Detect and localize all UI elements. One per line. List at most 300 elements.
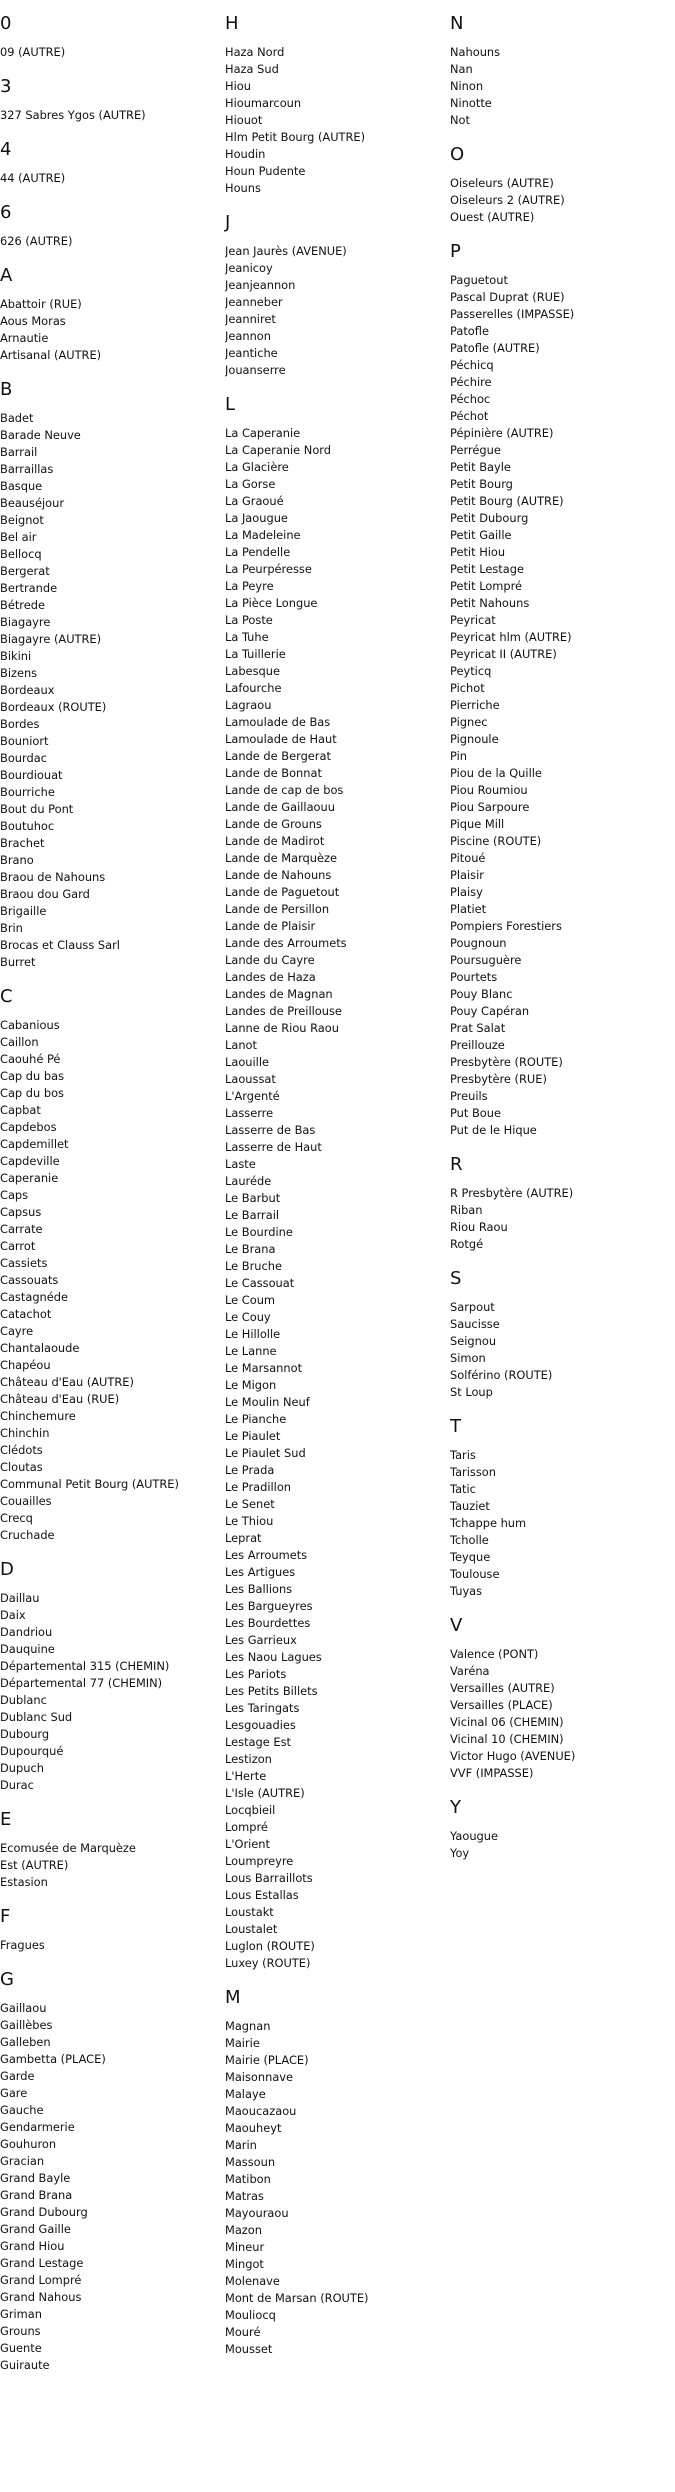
- street-link[interactable]: Gracian: [0, 2154, 45, 2168]
- street-link[interactable]: Gare: [0, 2086, 28, 2100]
- street-link[interactable]: Luglon (ROUTE): [225, 1939, 315, 1953]
- street-link[interactable]: Lous Estallas: [225, 1888, 299, 1902]
- street-link[interactable]: 09 (AUTRE): [0, 45, 66, 59]
- street-link[interactable]: Petit Hiou: [450, 545, 506, 559]
- street-link[interactable]: Petit Bourg: [450, 477, 513, 491]
- street-link[interactable]: Gouhuron: [0, 2137, 57, 2151]
- street-link[interactable]: Loustakt: [225, 1905, 274, 1919]
- street-link[interactable]: Le Hillolle: [225, 1327, 281, 1341]
- street-link[interactable]: Fragues: [0, 1938, 45, 1952]
- street-link[interactable]: Chantalaoude: [0, 1341, 80, 1355]
- street-link[interactable]: Artisanal (AUTRE): [0, 348, 102, 362]
- street-link[interactable]: Riban: [450, 1203, 483, 1217]
- street-link[interactable]: Dupourqué: [0, 1744, 64, 1758]
- street-link[interactable]: Lestizon: [225, 1752, 272, 1766]
- street-link[interactable]: Boutuhoc: [0, 819, 55, 833]
- street-link[interactable]: Landes de Haza: [225, 970, 316, 984]
- street-link[interactable]: Put Boue: [450, 1106, 501, 1120]
- street-link[interactable]: Le Piaulet Sud: [225, 1446, 306, 1460]
- street-link[interactable]: Brocas et Clauss Sarl: [0, 938, 120, 952]
- street-link[interactable]: Tarisson: [450, 1465, 496, 1479]
- street-link[interactable]: Capsus: [0, 1205, 42, 1219]
- street-link[interactable]: La Caperanie Nord: [225, 443, 331, 457]
- street-link[interactable]: Mayouraou: [225, 2206, 289, 2220]
- street-link[interactable]: Le Couy: [225, 1310, 271, 1324]
- street-link[interactable]: Simon: [450, 1351, 486, 1365]
- street-link[interactable]: Le Moulin Neuf: [225, 1395, 310, 1409]
- street-link[interactable]: Lande de Nahouns: [225, 868, 332, 882]
- street-link[interactable]: Le Bourdine: [225, 1225, 293, 1239]
- street-link[interactable]: Lande de Bonnat: [225, 766, 322, 780]
- street-link[interactable]: La Pièce Longue: [225, 596, 318, 610]
- street-link[interactable]: Maisonnave: [225, 2070, 294, 2084]
- street-link[interactable]: Tcholle: [450, 1533, 489, 1547]
- street-link[interactable]: Grand Brana: [0, 2188, 73, 2202]
- street-link[interactable]: Pitoué: [450, 851, 486, 865]
- street-link[interactable]: Prat Salat: [450, 1021, 506, 1035]
- street-link[interactable]: Château d'Eau (AUTRE): [0, 1375, 134, 1389]
- street-link[interactable]: La Tuillerie: [225, 647, 286, 661]
- street-link[interactable]: R Presbytère (AUTRE): [450, 1186, 574, 1200]
- street-link[interactable]: Oiseleurs 2 (AUTRE): [450, 193, 565, 207]
- street-link[interactable]: Mairie (PLACE): [225, 2053, 309, 2067]
- street-link[interactable]: Haza Sud: [225, 62, 279, 76]
- street-link[interactable]: Laste: [225, 1157, 256, 1171]
- street-link[interactable]: Piou Roumiou: [450, 783, 528, 797]
- street-link[interactable]: Massoun: [225, 2155, 276, 2169]
- street-link[interactable]: St Loup: [450, 1385, 493, 1399]
- street-link[interactable]: Cabanious: [0, 1018, 60, 1032]
- street-link[interactable]: Mairie: [225, 2036, 260, 2050]
- street-link[interactable]: Bourriche: [0, 785, 55, 799]
- street-link[interactable]: Landes de Magnan: [225, 987, 333, 1001]
- street-link[interactable]: Guente: [0, 2341, 42, 2355]
- street-link[interactable]: Crecq: [0, 1511, 33, 1525]
- street-link[interactable]: Valence (PONT): [450, 1647, 539, 1661]
- street-link[interactable]: Matras: [225, 2189, 264, 2203]
- street-link[interactable]: Communal Petit Bourg (AUTRE): [0, 1477, 179, 1491]
- street-link[interactable]: Le Pradillon: [225, 1480, 292, 1494]
- street-link[interactable]: Bourdiouat: [0, 768, 63, 782]
- street-link[interactable]: Landes de Preillouse: [225, 1004, 342, 1018]
- street-link[interactable]: Lompré: [225, 1820, 268, 1834]
- street-link[interactable]: Lasserre de Haut: [225, 1140, 322, 1154]
- street-link[interactable]: Les Naou Lagues: [225, 1650, 322, 1664]
- street-link[interactable]: Lande de Paguetout: [225, 885, 340, 899]
- street-link[interactable]: Le Brana: [225, 1242, 276, 1256]
- street-link[interactable]: Paguetout: [450, 273, 508, 287]
- street-link[interactable]: Bel air: [0, 530, 37, 544]
- street-link[interactable]: La Jaougue: [225, 511, 288, 525]
- street-link[interactable]: Cassiets: [0, 1256, 48, 1270]
- street-link[interactable]: Les Bourdettes: [225, 1616, 311, 1630]
- street-link[interactable]: Molenave: [225, 2274, 280, 2288]
- street-link[interactable]: Bikini: [0, 649, 32, 663]
- street-link[interactable]: Brachet: [0, 836, 45, 850]
- street-link[interactable]: Pignec: [450, 715, 488, 729]
- street-link[interactable]: Les Arroumets: [225, 1548, 308, 1562]
- street-link[interactable]: Lande de Bergerat: [225, 749, 331, 763]
- street-link[interactable]: Haza Nord: [225, 45, 285, 59]
- street-link[interactable]: Bout du Pont: [0, 802, 74, 816]
- street-link[interactable]: Lande de cap de bos: [225, 783, 344, 797]
- street-link[interactable]: Nahouns: [450, 45, 501, 59]
- street-link[interactable]: Hioumarcoun: [225, 96, 302, 110]
- street-link[interactable]: Estasion: [0, 1875, 48, 1889]
- street-link[interactable]: Presbytère (ROUTE): [450, 1055, 563, 1069]
- street-link[interactable]: Maoucazaou: [225, 2104, 297, 2118]
- street-link[interactable]: Lestage Est: [225, 1735, 291, 1749]
- street-link[interactable]: Pascal Duprat (RUE): [450, 290, 565, 304]
- street-link[interactable]: L'Isle (AUTRE): [225, 1786, 305, 1800]
- street-link[interactable]: Lafourche: [225, 681, 282, 695]
- street-link[interactable]: La Pendelle: [225, 545, 291, 559]
- street-link[interactable]: Grand Bayle: [0, 2171, 71, 2185]
- street-link[interactable]: Tchappe hum: [450, 1516, 527, 1530]
- street-link[interactable]: Labesque: [225, 664, 280, 678]
- street-link[interactable]: Lande des Arroumets: [225, 936, 347, 950]
- street-link[interactable]: Le Lanne: [225, 1344, 277, 1358]
- street-link[interactable]: Capbat: [0, 1103, 41, 1117]
- street-link[interactable]: Gaillaou: [0, 2001, 47, 2015]
- street-link[interactable]: Bertrande: [0, 581, 58, 595]
- street-link[interactable]: Poursuguère: [450, 953, 522, 967]
- street-link[interactable]: Hiou: [225, 79, 251, 93]
- street-link[interactable]: Mousset: [225, 2342, 273, 2356]
- street-link[interactable]: Grouns: [0, 2324, 41, 2338]
- street-link[interactable]: Preuils: [450, 1089, 488, 1103]
- street-link[interactable]: Mont de Marsan (ROUTE): [225, 2291, 369, 2305]
- street-link[interactable]: Locqbieil: [225, 1803, 276, 1817]
- street-link[interactable]: Castagnéde: [0, 1290, 69, 1304]
- street-link[interactable]: Oiseleurs (AUTRE): [450, 176, 554, 190]
- street-link[interactable]: Put de le Hique: [450, 1123, 537, 1137]
- street-link[interactable]: Le Prada: [225, 1463, 275, 1477]
- street-link[interactable]: Caps: [0, 1188, 29, 1202]
- street-link[interactable]: Mineur: [225, 2240, 265, 2254]
- street-link[interactable]: Jouanserre: [225, 363, 286, 377]
- street-link[interactable]: Bourdac: [0, 751, 47, 765]
- street-link[interactable]: La Glacière: [225, 460, 289, 474]
- street-link[interactable]: Petit Nahouns: [450, 596, 530, 610]
- street-link[interactable]: Daix: [0, 1608, 26, 1622]
- street-link[interactable]: Cloutas: [0, 1460, 43, 1474]
- street-link[interactable]: Chapéou: [0, 1358, 51, 1372]
- street-link[interactable]: 44 (AUTRE): [0, 171, 66, 185]
- street-link[interactable]: Cayre: [0, 1324, 34, 1338]
- street-link[interactable]: Dupuch: [0, 1761, 44, 1775]
- street-link[interactable]: Couailles: [0, 1494, 52, 1508]
- street-link[interactable]: Chinchin: [0, 1426, 50, 1440]
- street-link[interactable]: Not: [450, 113, 470, 127]
- street-link[interactable]: Petit Bourg (AUTRE): [450, 494, 564, 508]
- street-link[interactable]: Braou dou Gard: [0, 887, 90, 901]
- street-link[interactable]: Piscine (ROUTE): [450, 834, 542, 848]
- street-link[interactable]: Pouy Capéran: [450, 1004, 530, 1018]
- street-link[interactable]: Ninon: [450, 79, 484, 93]
- street-link[interactable]: Lande de Gaillaouu: [225, 800, 335, 814]
- street-link[interactable]: Dandriou: [0, 1625, 53, 1639]
- street-link[interactable]: Basque: [0, 479, 43, 493]
- street-link[interactable]: Cap du bos: [0, 1086, 64, 1100]
- street-link[interactable]: Les Taringats: [225, 1701, 300, 1715]
- street-link[interactable]: Loumpreyre: [225, 1854, 294, 1868]
- street-link[interactable]: Hlm Petit Bourg (AUTRE): [225, 130, 366, 144]
- street-link[interactable]: Gambetta (PLACE): [0, 2052, 106, 2066]
- street-link[interactable]: Départemental 77 (CHEMIN): [0, 1676, 163, 1690]
- street-link[interactable]: Peyricat hlm (AUTRE): [450, 630, 572, 644]
- street-link[interactable]: Brigaille: [0, 904, 47, 918]
- street-link[interactable]: Les Petits Billets: [225, 1684, 318, 1698]
- street-link[interactable]: Ouest (AUTRE): [450, 210, 535, 224]
- street-link[interactable]: Griman: [0, 2307, 42, 2321]
- street-link[interactable]: Toulouse: [450, 1567, 500, 1581]
- street-link[interactable]: Daillau: [0, 1591, 40, 1605]
- street-link[interactable]: Durac: [0, 1778, 34, 1792]
- street-link[interactable]: Vicinal 06 (CHEMIN): [450, 1715, 564, 1729]
- street-link[interactable]: Le Thiou: [225, 1514, 274, 1528]
- street-link[interactable]: Solférino (ROUTE): [450, 1368, 553, 1382]
- street-link[interactable]: Pin: [450, 749, 468, 763]
- street-link[interactable]: Mouliocq: [225, 2308, 276, 2322]
- street-link[interactable]: Matibon: [225, 2172, 271, 2186]
- street-link[interactable]: Bordeaux (ROUTE): [0, 700, 107, 714]
- street-link[interactable]: Tauziet: [450, 1499, 490, 1513]
- street-link[interactable]: Patofle: [450, 324, 489, 338]
- street-link[interactable]: Garde: [0, 2069, 35, 2083]
- street-link[interactable]: Grand Lestage: [0, 2256, 84, 2270]
- street-link[interactable]: Peyricat II (AUTRE): [450, 647, 557, 661]
- street-link[interactable]: Péchire: [450, 375, 492, 389]
- street-link[interactable]: Aous Moras: [0, 314, 66, 328]
- street-link[interactable]: Pougnoun: [450, 936, 507, 950]
- street-link[interactable]: Pépinière (AUTRE): [450, 426, 554, 440]
- street-link[interactable]: Le Migon: [225, 1378, 277, 1392]
- street-link[interactable]: Versailles (AUTRE): [450, 1681, 555, 1695]
- street-link[interactable]: Caperanie: [0, 1171, 59, 1185]
- street-link[interactable]: Patofle (AUTRE): [450, 341, 540, 355]
- street-link[interactable]: Capdeville: [0, 1154, 60, 1168]
- street-link[interactable]: VVF (IMPASSE): [450, 1766, 534, 1780]
- street-link[interactable]: Est (AUTRE): [0, 1858, 69, 1872]
- street-link[interactable]: Lagraou: [225, 698, 272, 712]
- street-link[interactable]: Preillouze: [450, 1038, 505, 1052]
- street-link[interactable]: La Poste: [225, 613, 273, 627]
- street-link[interactable]: Passerelles (IMPASSE): [450, 307, 575, 321]
- street-link[interactable]: Péchoc: [450, 392, 491, 406]
- street-link[interactable]: Maouheyt: [225, 2121, 282, 2135]
- street-link[interactable]: Lande de Plaisir: [225, 919, 316, 933]
- street-link[interactable]: Les Bargueyres: [225, 1599, 313, 1613]
- street-link[interactable]: Jeantiche: [225, 346, 278, 360]
- street-link[interactable]: Seignou: [450, 1334, 497, 1348]
- street-link[interactable]: Tuyas: [450, 1584, 483, 1598]
- street-link[interactable]: Grand Hiou: [0, 2239, 65, 2253]
- street-link[interactable]: Le Cassouat: [225, 1276, 295, 1290]
- street-link[interactable]: Lande de Grouns: [225, 817, 322, 831]
- street-link[interactable]: Caillon: [0, 1035, 39, 1049]
- street-link[interactable]: Cruchade: [0, 1528, 55, 1542]
- street-link[interactable]: Le Barbut: [225, 1191, 281, 1205]
- street-link[interactable]: Bordes: [0, 717, 40, 731]
- street-link[interactable]: Pignoule: [450, 732, 499, 746]
- street-link[interactable]: Capdemillet: [0, 1137, 69, 1151]
- street-link[interactable]: Clédots: [0, 1443, 43, 1457]
- street-link[interactable]: Petit Dubourg: [450, 511, 529, 525]
- street-link[interactable]: Gaillèbes: [0, 2018, 53, 2032]
- street-link[interactable]: Capdebos: [0, 1120, 57, 1134]
- street-link[interactable]: Varéna: [450, 1664, 490, 1678]
- street-link[interactable]: Victor Hugo (AVENUE): [450, 1749, 576, 1763]
- street-link[interactable]: Péchicq: [450, 358, 494, 372]
- street-link[interactable]: Le Bruche: [225, 1259, 282, 1273]
- street-link[interactable]: Pierriche: [450, 698, 500, 712]
- street-link[interactable]: La Peyre: [225, 579, 274, 593]
- street-link[interactable]: Presbytère (RUE): [450, 1072, 547, 1086]
- street-link[interactable]: Magnan: [225, 2019, 271, 2033]
- street-link[interactable]: Le Marsannot: [225, 1361, 303, 1375]
- street-link[interactable]: Catachot: [0, 1307, 52, 1321]
- street-link[interactable]: Péchot: [450, 409, 489, 423]
- street-link[interactable]: Versailles (PLACE): [450, 1698, 553, 1712]
- street-link[interactable]: Braou de Nahouns: [0, 870, 106, 884]
- street-link[interactable]: Platiet: [450, 902, 487, 916]
- street-link[interactable]: Grand Dubourg: [0, 2205, 88, 2219]
- street-link[interactable]: Guiraute: [0, 2358, 50, 2372]
- street-link[interactable]: Ninotte: [450, 96, 492, 110]
- street-link[interactable]: Jeanniret: [225, 312, 276, 326]
- street-link[interactable]: Hiouot: [225, 113, 263, 127]
- street-link[interactable]: Lanot: [225, 1038, 257, 1052]
- street-link[interactable]: La Peurpéresse: [225, 562, 312, 576]
- street-link[interactable]: Lande de Persillon: [225, 902, 330, 916]
- street-link[interactable]: Chinchemure: [0, 1409, 76, 1423]
- street-link[interactable]: Brano: [0, 853, 34, 867]
- street-link[interactable]: Lous Barraillots: [225, 1871, 313, 1885]
- street-link[interactable]: Petit Gaille: [450, 528, 512, 542]
- street-link[interactable]: Le Coum: [225, 1293, 276, 1307]
- street-link[interactable]: Petit Lestage: [450, 562, 524, 576]
- street-link[interactable]: Burret: [0, 955, 36, 969]
- street-link[interactable]: Jeannon: [225, 329, 271, 343]
- street-link[interactable]: Laoussat: [225, 1072, 276, 1086]
- street-link[interactable]: Château d'Eau (RUE): [0, 1392, 120, 1406]
- street-link[interactable]: Lande du Cayre: [225, 953, 315, 967]
- street-link[interactable]: Luxey (ROUTE): [225, 1956, 311, 1970]
- street-link[interactable]: Cassouats: [0, 1273, 59, 1287]
- street-link[interactable]: Biagayre (AUTRE): [0, 632, 102, 646]
- street-link[interactable]: Petit Lompré: [450, 579, 523, 593]
- street-link[interactable]: L'Argenté: [225, 1089, 280, 1103]
- street-link[interactable]: Mingot: [225, 2257, 264, 2271]
- street-link[interactable]: Lasserre: [225, 1106, 274, 1120]
- street-link[interactable]: Ecomusée de Marquèze: [0, 1841, 136, 1855]
- street-link[interactable]: L'Herte: [225, 1769, 267, 1783]
- street-link[interactable]: Bellocq: [0, 547, 42, 561]
- street-link[interactable]: Bouniort: [0, 734, 49, 748]
- street-link[interactable]: Teyque: [450, 1550, 491, 1564]
- street-link[interactable]: Nan: [450, 62, 473, 76]
- street-link[interactable]: Petit Bayle: [450, 460, 511, 474]
- street-link[interactable]: Peyricat: [450, 613, 496, 627]
- street-link[interactable]: Houn Pudente: [225, 164, 306, 178]
- street-link[interactable]: Le Senet: [225, 1497, 275, 1511]
- street-link[interactable]: Bétrede: [0, 598, 45, 612]
- street-link[interactable]: 626 (AUTRE): [0, 234, 73, 248]
- street-link[interactable]: La Tuhe: [225, 630, 269, 644]
- street-link[interactable]: Houdin: [225, 147, 266, 161]
- street-link[interactable]: Badet: [0, 411, 34, 425]
- street-link[interactable]: Pique Mill: [450, 817, 505, 831]
- street-link[interactable]: Saucisse: [450, 1317, 500, 1331]
- street-link[interactable]: La Graoué: [225, 494, 284, 508]
- street-link[interactable]: 327 Sabres Ygos (AUTRE): [0, 108, 146, 122]
- street-link[interactable]: Galleben: [0, 2035, 51, 2049]
- street-link[interactable]: Jean Jaurès (AVENUE): [225, 244, 347, 258]
- street-link[interactable]: Jeanneber: [225, 295, 283, 309]
- street-link[interactable]: Jeanicoy: [225, 261, 273, 275]
- street-link[interactable]: Dauquine: [0, 1642, 55, 1656]
- street-link[interactable]: Dubourg: [0, 1727, 50, 1741]
- street-link[interactable]: Lauréde: [225, 1174, 272, 1188]
- street-link[interactable]: Laouille: [225, 1055, 270, 1069]
- street-link[interactable]: Gendarmerie: [0, 2120, 75, 2134]
- street-link[interactable]: Bergerat: [0, 564, 50, 578]
- street-link[interactable]: Le Pianche: [225, 1412, 287, 1426]
- street-link[interactable]: Mouré: [225, 2325, 261, 2339]
- street-link[interactable]: Le Barrail: [225, 1208, 280, 1222]
- street-link[interactable]: Barade Neuve: [0, 428, 81, 442]
- street-link[interactable]: Vicinal 10 (CHEMIN): [450, 1732, 564, 1746]
- street-link[interactable]: Perrégue: [450, 443, 501, 457]
- street-link[interactable]: Pichot: [450, 681, 485, 695]
- street-link[interactable]: Carrate: [0, 1222, 43, 1236]
- street-link[interactable]: Les Pariots: [225, 1667, 287, 1681]
- street-link[interactable]: Piou Sarpoure: [450, 800, 530, 814]
- street-link[interactable]: L'Orient: [225, 1837, 270, 1851]
- street-link[interactable]: Pompiers Forestiers: [450, 919, 562, 933]
- street-link[interactable]: Départemental 315 (CHEMIN): [0, 1659, 170, 1673]
- street-link[interactable]: Houns: [225, 181, 261, 195]
- street-link[interactable]: Beignot: [0, 513, 44, 527]
- street-link[interactable]: Lanne de Riou Raou: [225, 1021, 339, 1035]
- street-link[interactable]: Peyticq: [450, 664, 492, 678]
- street-link[interactable]: Grand Lompré: [0, 2273, 82, 2287]
- street-link[interactable]: La Caperanie: [225, 426, 301, 440]
- street-link[interactable]: Pourtets: [450, 970, 498, 984]
- street-link[interactable]: Sarpout: [450, 1300, 495, 1314]
- street-link[interactable]: Taris: [450, 1448, 476, 1462]
- street-link[interactable]: Arnautie: [0, 331, 49, 345]
- street-link[interactable]: Piou de la Quille: [450, 766, 542, 780]
- street-link[interactable]: Lamoulade de Bas: [225, 715, 331, 729]
- street-link[interactable]: Lamoulade de Haut: [225, 732, 337, 746]
- street-link[interactable]: Carrot: [0, 1239, 36, 1253]
- street-link[interactable]: Rotgé: [450, 1237, 484, 1251]
- street-link[interactable]: Leprat: [225, 1531, 262, 1545]
- street-link[interactable]: Gauche: [0, 2103, 44, 2117]
- street-link[interactable]: Barraillas: [0, 462, 54, 476]
- street-link[interactable]: Les Ballions: [225, 1582, 293, 1596]
- street-link[interactable]: Plaisy: [450, 885, 483, 899]
- street-link[interactable]: Cap du bas: [0, 1069, 64, 1083]
- street-link[interactable]: Caouhé Pé: [0, 1052, 61, 1066]
- street-link[interactable]: Dublanc Sud: [0, 1710, 73, 1724]
- street-link[interactable]: Bizens: [0, 666, 38, 680]
- street-link[interactable]: Dublanc: [0, 1693, 47, 1707]
- street-link[interactable]: Riou Raou: [450, 1220, 508, 1234]
- street-link[interactable]: Barrail: [0, 445, 38, 459]
